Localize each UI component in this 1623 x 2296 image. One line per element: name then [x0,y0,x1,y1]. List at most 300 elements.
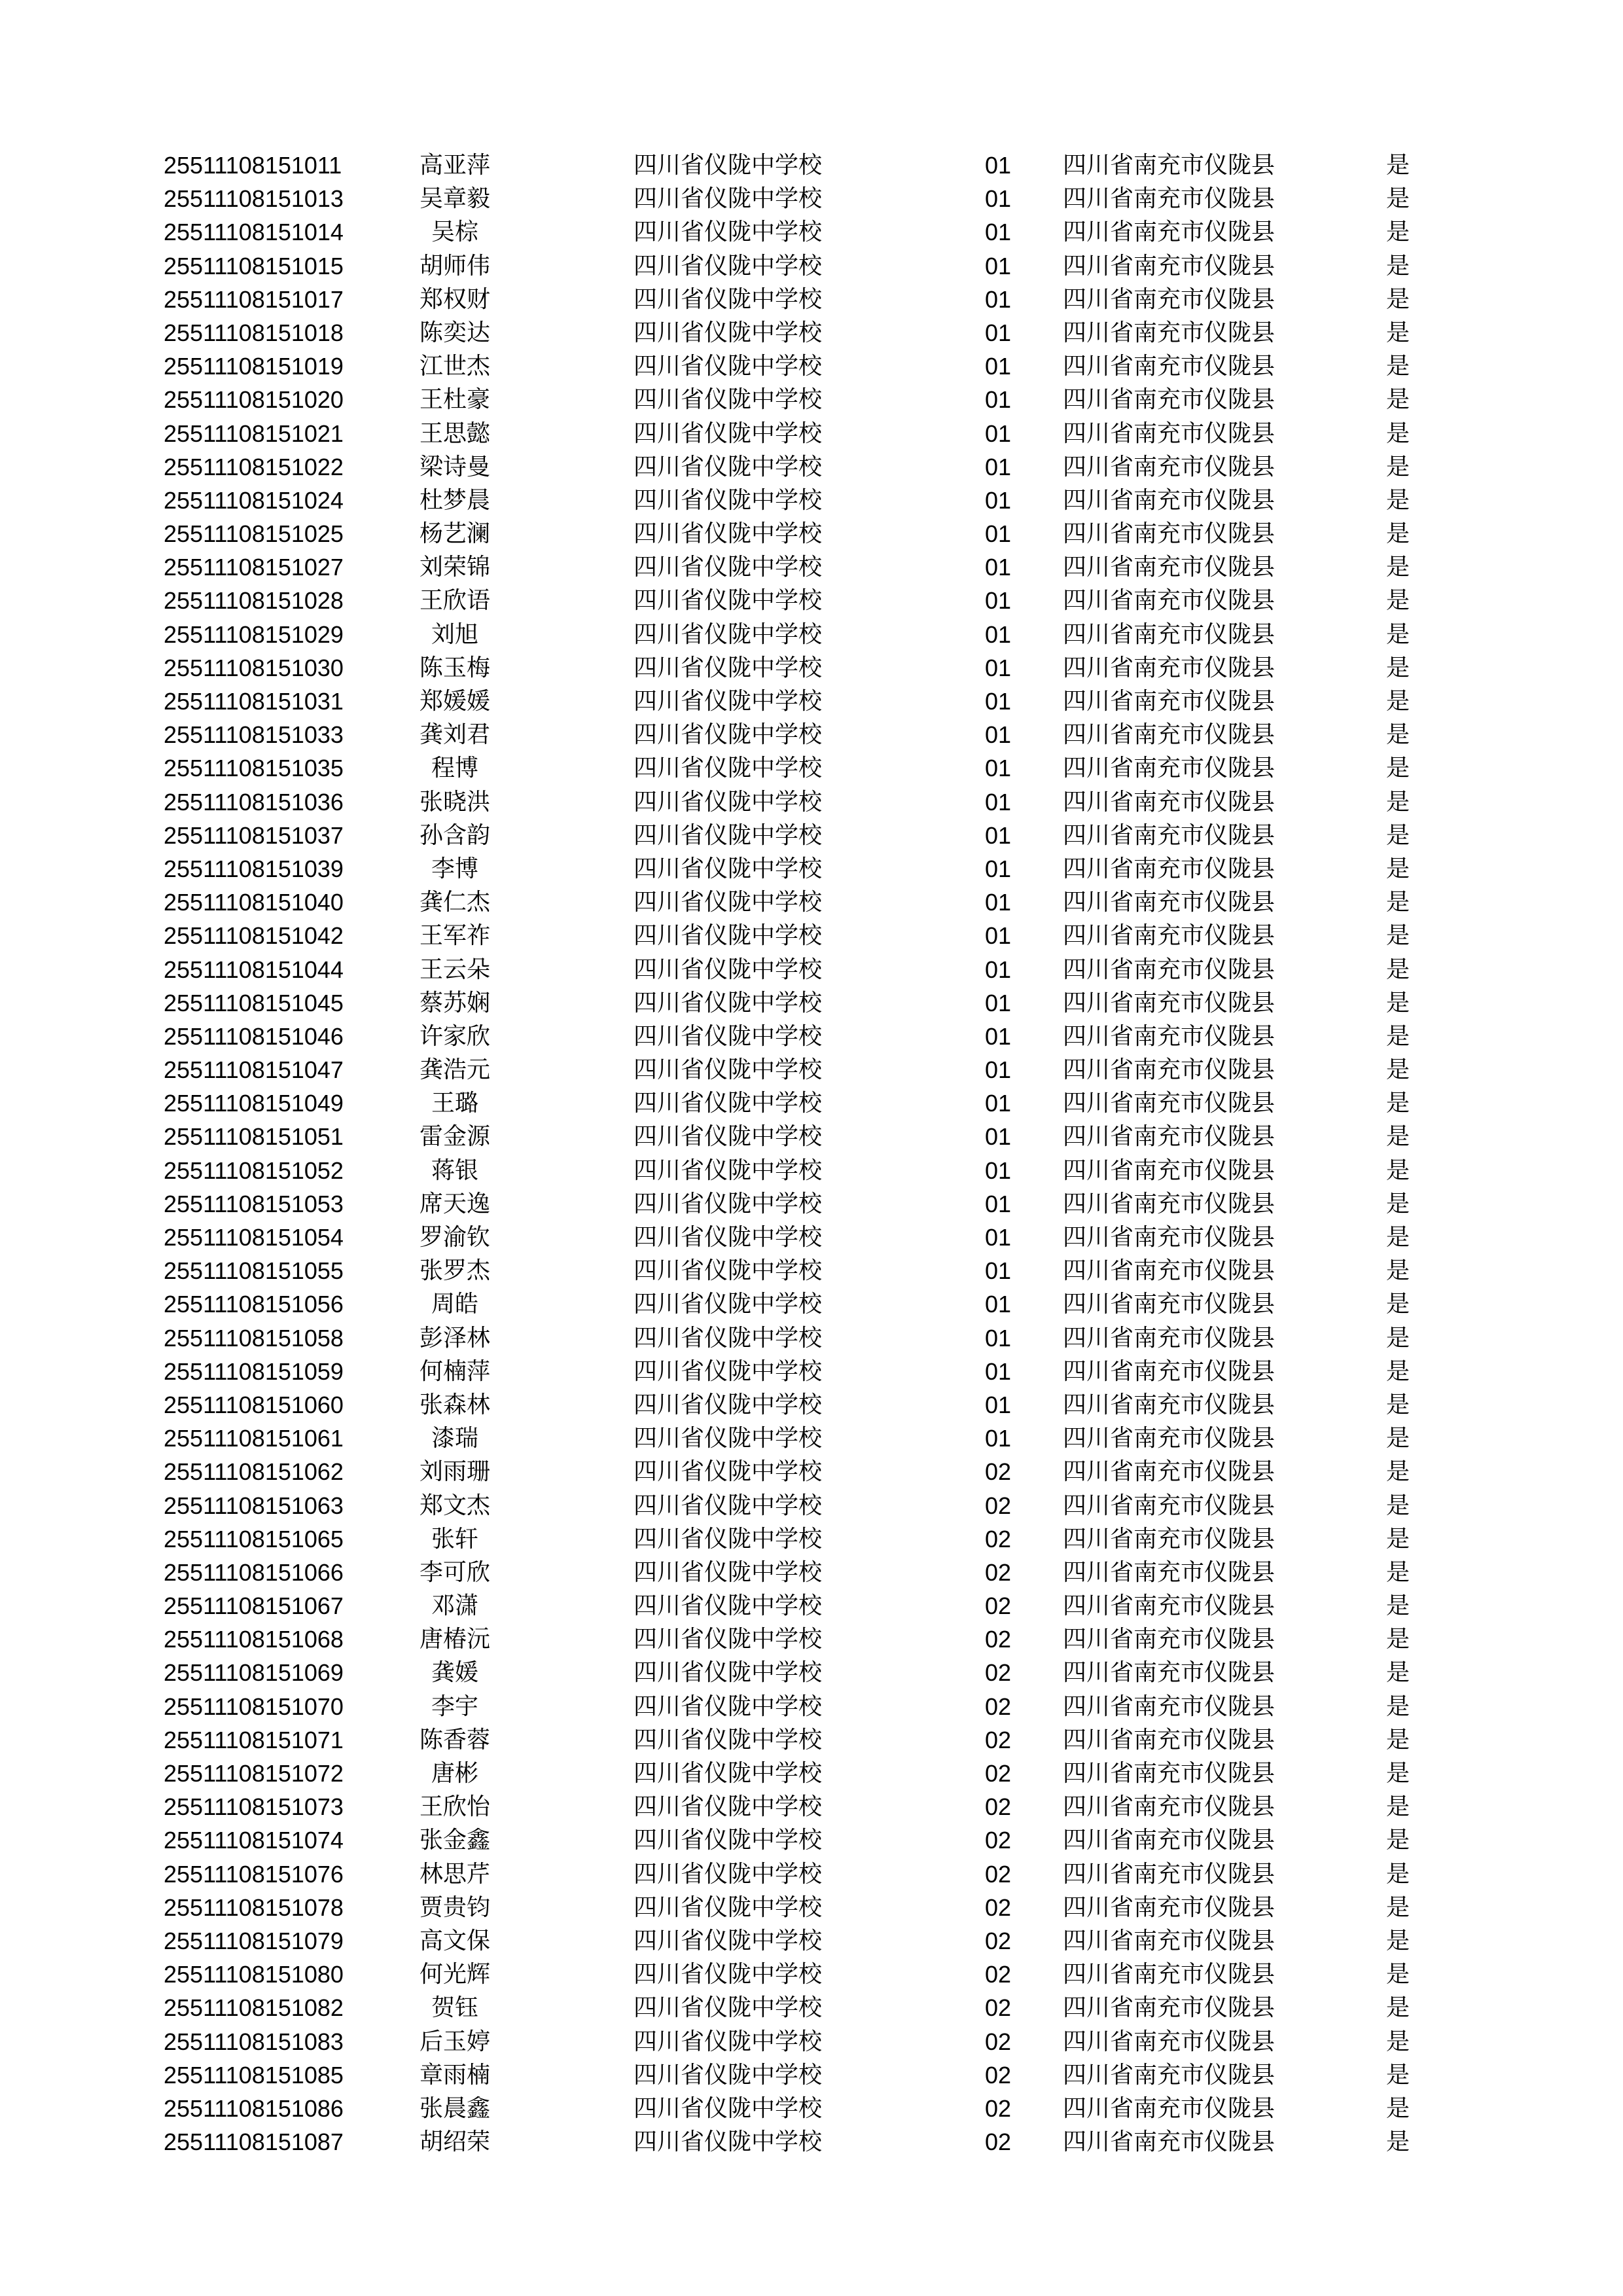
school-cell: 四川省仪陇中学校 [633,1090,823,1117]
school-cell: 四川省仪陇中学校 [633,1291,823,1318]
status-flag-cell: 是 [1386,1793,1410,1821]
student-name-cell: 龚浩元 [419,1056,490,1084]
status-flag-cell: 是 [1386,1391,1410,1418]
region-cell: 四川省南充市仪陇县 [1063,1827,1275,1854]
school-cell: 四川省仪陇中学校 [633,1994,823,2022]
exam-number-cell: 25511108151020 [164,386,344,414]
table-row [0,2092,1623,2125]
category-code-cell: 02 [985,1458,1012,1486]
table-row [0,450,1623,484]
exam-number-cell: 25511108151027 [164,554,344,581]
exam-number-cell: 25511108151083 [164,2028,344,2055]
exam-number-cell: 25511108151051 [164,1123,344,1151]
status-flag-cell: 是 [1386,1659,1410,1687]
status-flag-cell: 是 [1386,1357,1410,1385]
region-cell: 四川省南充市仪陇县 [1063,2061,1275,2089]
school-cell: 四川省仪陇中学校 [633,1760,823,1787]
school-cell: 四川省仪陇中学校 [633,1425,823,1452]
table-row [0,1053,1623,1086]
table-row [0,1823,1623,1857]
category-code-cell: 01 [985,620,1012,648]
category-code-cell: 01 [985,520,1012,548]
school-cell: 四川省仪陇中学校 [633,1357,823,1385]
region-cell: 四川省南充市仪陇县 [1063,922,1275,950]
school-cell: 四川省仪陇中学校 [633,1257,823,1285]
category-code-cell: 01 [985,1324,1012,1352]
status-flag-cell: 是 [1386,1525,1410,1552]
student-name-cell: 雷金源 [419,1123,490,1151]
category-code-cell: 02 [985,1592,1012,1620]
school-cell: 四川省仪陇中学校 [633,1927,823,1954]
table-row [0,1857,1623,1891]
category-code-cell: 02 [985,2128,1012,2156]
table-row [0,1221,1623,1254]
status-flag-cell: 是 [1386,252,1410,279]
student-name-cell: 林思芹 [419,1860,490,1888]
student-name-cell: 龚媛 [431,1659,478,1687]
table-row [0,149,1623,182]
exam-number-cell: 25511108151072 [164,1760,344,1787]
student-name-cell: 后玉婷 [419,2028,490,2055]
category-code-cell: 02 [985,1860,1012,1888]
table-row [0,484,1623,517]
table-row [0,1120,1623,1153]
region-cell: 四川省南充市仪陇县 [1063,1123,1275,1151]
student-name-cell: 程博 [431,755,478,782]
table-row [0,1355,1623,1388]
status-flag-cell: 是 [1386,788,1410,816]
region-cell: 四川省南充市仪陇县 [1063,1492,1275,1519]
school-cell: 四川省仪陇中学校 [633,989,823,1016]
table-row [0,953,1623,986]
exam-number-cell: 25511108151056 [164,1291,344,1318]
exam-number-cell: 25511108151069 [164,1659,344,1687]
exam-number-cell: 25511108151053 [164,1190,344,1217]
region-cell: 四川省南充市仪陇县 [1063,1860,1275,1888]
status-flag-cell: 是 [1386,989,1410,1016]
table-row [0,2125,1623,2159]
table-row [0,718,1623,751]
table-row [0,1489,1623,1522]
category-code-cell: 01 [985,1291,1012,1318]
student-name-cell: 彭泽林 [419,1324,490,1352]
school-cell: 四川省仪陇中学校 [633,2028,823,2055]
student-name-cell: 蒋银 [431,1157,478,1184]
category-code-cell: 01 [985,1257,1012,1285]
status-flag-cell: 是 [1386,654,1410,681]
region-cell: 四川省南充市仪陇县 [1063,821,1275,849]
student-name-cell: 张轩 [431,1525,478,1552]
student-name-cell: 张罗杰 [419,1257,490,1285]
student-name-cell: 邓潇 [431,1592,478,1620]
category-code-cell: 02 [985,1893,1012,1921]
table-row [0,1388,1623,1422]
status-flag-cell: 是 [1386,1860,1410,1888]
status-flag-cell: 是 [1386,1022,1410,1050]
school-cell: 四川省仪陇中学校 [633,620,823,648]
exam-number-cell: 25511108151063 [164,1492,344,1519]
table-row [0,584,1623,617]
region-cell: 四川省南充市仪陇县 [1063,1558,1275,1586]
status-flag-cell: 是 [1386,219,1410,246]
category-code-cell: 02 [985,1961,1012,1988]
table-row [0,1623,1623,1656]
exam-number-cell: 25511108151042 [164,922,344,950]
exam-number-cell: 25511108151062 [164,1458,344,1486]
student-name-cell: 高亚萍 [419,152,490,179]
student-name-cell: 王欣语 [419,587,490,615]
exam-number-cell: 25511108151035 [164,755,344,782]
student-name-cell: 张森林 [419,1391,490,1418]
category-code-cell: 01 [985,486,1012,514]
school-cell: 四川省仪陇中学校 [633,1224,823,1251]
status-flag-cell: 是 [1386,587,1410,615]
category-code-cell: 01 [985,1425,1012,1452]
category-code-cell: 01 [985,1157,1012,1184]
exam-number-cell: 25511108151076 [164,1860,344,1888]
category-code-cell: 01 [985,721,1012,749]
exam-number-cell: 25511108151036 [164,788,344,816]
region-cell: 四川省南充市仪陇县 [1063,1893,1275,1921]
student-name-cell: 王欣怡 [419,1793,490,1821]
table-row [0,2025,1623,2058]
table-row [0,550,1623,584]
student-name-cell: 唐椿沅 [419,1626,490,1653]
region-cell: 四川省南充市仪陇县 [1063,520,1275,548]
table-row [0,517,1623,550]
region-cell: 四川省南充市仪陇县 [1063,2028,1275,2055]
student-name-cell: 胡师伟 [419,252,490,279]
table-row [0,182,1623,215]
student-name-cell: 郑文杰 [419,1492,490,1519]
table-row [0,1287,1623,1321]
student-name-cell: 周皓 [431,1291,478,1318]
status-flag-cell: 是 [1386,1458,1410,1486]
region-cell: 四川省南充市仪陇县 [1063,486,1275,514]
category-code-cell: 02 [985,2028,1012,2055]
table-row [0,651,1623,685]
region-cell: 四川省南充市仪陇县 [1063,185,1275,213]
exam-number-cell: 25511108151074 [164,1827,344,1854]
category-code-cell: 01 [985,554,1012,581]
status-flag-cell: 是 [1386,688,1410,715]
student-name-cell: 孙含韵 [419,821,490,849]
status-flag-cell: 是 [1386,1190,1410,1217]
category-code-cell: 01 [985,453,1012,480]
region-cell: 四川省南充市仪陇县 [1063,1324,1275,1352]
school-cell: 四川省仪陇中学校 [633,1056,823,1084]
student-name-cell: 王璐 [431,1090,478,1117]
table-row [0,1924,1623,1958]
student-name-cell: 杜梦晨 [419,486,490,514]
region-cell: 四川省南充市仪陇县 [1063,956,1275,983]
region-cell: 四川省南充市仪陇县 [1063,554,1275,581]
region-cell: 四川省南充市仪陇县 [1063,1458,1275,1486]
region-cell: 四川省南充市仪陇县 [1063,1190,1275,1217]
status-flag-cell: 是 [1386,420,1410,447]
student-name-cell: 张金鑫 [419,1827,490,1854]
school-cell: 四川省仪陇中学校 [633,889,823,916]
exam-number-cell: 25511108151018 [164,319,344,346]
student-name-cell: 罗渝钦 [419,1224,490,1251]
region-cell: 四川省南充市仪陇县 [1063,1927,1275,1954]
region-cell: 四川省南充市仪陇县 [1063,319,1275,346]
status-flag-cell: 是 [1386,319,1410,346]
region-cell: 四川省南充市仪陇县 [1063,721,1275,749]
exam-number-cell: 25511108151087 [164,2128,344,2156]
status-flag-cell: 是 [1386,1090,1410,1117]
table-row [0,685,1623,718]
exam-number-cell: 25511108151013 [164,185,344,213]
school-cell: 四川省仪陇中学校 [633,1525,823,1552]
status-flag-cell: 是 [1386,922,1410,950]
school-cell: 四川省仪陇中学校 [633,185,823,213]
category-code-cell: 01 [985,1123,1012,1151]
school-cell: 四川省仪陇中学校 [633,252,823,279]
student-name-cell: 王军祚 [419,922,490,950]
student-name-cell: 陈玉梅 [419,654,490,681]
region-cell: 四川省南充市仪陇县 [1063,1592,1275,1620]
region-cell: 四川省南充市仪陇县 [1063,1022,1275,1050]
student-name-cell: 吴章毅 [419,185,490,213]
status-flag-cell: 是 [1386,1994,1410,2022]
school-cell: 四川省仪陇中学校 [633,2061,823,2089]
school-cell: 四川省仪陇中学校 [633,654,823,681]
student-name-cell: 张晓洪 [419,788,490,816]
student-name-cell: 高文保 [419,1927,490,1954]
category-code-cell: 02 [985,1793,1012,1821]
region-cell: 四川省南充市仪陇县 [1063,1659,1275,1687]
category-code-cell: 01 [985,1357,1012,1385]
category-code-cell: 01 [985,1224,1012,1251]
student-name-cell: 王云朵 [419,956,490,983]
exam-number-cell: 25511108151019 [164,353,344,380]
table-row [0,1187,1623,1221]
student-name-cell: 漆瑞 [431,1425,478,1452]
school-cell: 四川省仪陇中学校 [633,1827,823,1854]
exam-number-cell: 25511108151031 [164,688,344,715]
region-cell: 四川省南充市仪陇县 [1063,1090,1275,1117]
region-cell: 四川省南充市仪陇县 [1063,353,1275,380]
status-flag-cell: 是 [1386,721,1410,749]
school-cell: 四川省仪陇中学校 [633,1726,823,1753]
student-name-cell: 刘荣锦 [419,554,490,581]
category-code-cell: 01 [985,285,1012,313]
category-code-cell: 01 [985,1056,1012,1084]
table-row [0,1656,1623,1689]
category-code-cell: 02 [985,1492,1012,1519]
region-cell: 四川省南充市仪陇县 [1063,252,1275,279]
school-cell: 四川省仪陇中学校 [633,688,823,715]
status-flag-cell: 是 [1386,1893,1410,1921]
exam-number-cell: 25511108151073 [164,1793,344,1821]
category-code-cell: 01 [985,219,1012,246]
status-flag-cell: 是 [1386,1425,1410,1452]
student-name-cell: 张晨鑫 [419,2094,490,2122]
school-cell: 四川省仪陇中学校 [633,2128,823,2156]
table-row [0,886,1623,919]
category-code-cell: 01 [985,855,1012,882]
school-cell: 四川省仪陇中学校 [633,1558,823,1586]
status-flag-cell: 是 [1386,1760,1410,1787]
exam-number-cell: 25511108151039 [164,855,344,882]
region-cell: 四川省南充市仪陇县 [1063,1157,1275,1184]
student-name-cell: 何光辉 [419,1961,490,1988]
region-cell: 四川省南充市仪陇县 [1063,219,1275,246]
school-cell: 四川省仪陇中学校 [633,821,823,849]
region-cell: 四川省南充市仪陇县 [1063,1224,1275,1251]
category-code-cell: 01 [985,1190,1012,1217]
category-code-cell: 02 [985,1525,1012,1552]
category-code-cell: 02 [985,1994,1012,2022]
category-code-cell: 02 [985,2061,1012,2089]
student-name-cell: 李博 [431,855,478,882]
exam-number-cell: 25511108151029 [164,620,344,648]
category-code-cell: 01 [985,252,1012,279]
status-flag-cell: 是 [1386,855,1410,882]
school-cell: 四川省仪陇中学校 [633,319,823,346]
status-flag-cell: 是 [1386,1827,1410,1854]
exam-number-cell: 25511108151070 [164,1693,344,1720]
status-flag-cell: 是 [1386,1324,1410,1352]
category-code-cell: 01 [985,989,1012,1016]
exam-number-cell: 25511108151037 [164,821,344,849]
table-row [0,986,1623,1020]
school-cell: 四川省仪陇中学校 [633,721,823,749]
table-row [0,1556,1623,1589]
exam-number-cell: 25511108151058 [164,1324,344,1352]
region-cell: 四川省南充市仪陇县 [1063,1257,1275,1285]
exam-number-cell: 25511108151024 [164,486,344,514]
region-cell: 四川省南充市仪陇县 [1063,1525,1275,1552]
category-code-cell: 01 [985,353,1012,380]
exam-number-cell: 25511108151044 [164,956,344,983]
student-name-cell: 杨艺澜 [419,520,490,548]
exam-number-cell: 25511108151052 [164,1157,344,1184]
table-row [0,919,1623,952]
category-code-cell: 02 [985,1659,1012,1687]
student-name-cell: 贾贵钧 [419,1893,490,1921]
table-row [0,316,1623,350]
school-cell: 四川省仪陇中学校 [633,285,823,313]
school-cell: 四川省仪陇中学校 [633,554,823,581]
status-flag-cell: 是 [1386,185,1410,213]
school-cell: 四川省仪陇中学校 [633,1860,823,1888]
region-cell: 四川省南充市仪陇县 [1063,1425,1275,1452]
student-name-cell: 何楠萍 [419,1357,490,1385]
table-row [0,1422,1623,1455]
school-cell: 四川省仪陇中学校 [633,2094,823,2122]
student-name-cell: 陈奕达 [419,319,490,346]
status-flag-cell: 是 [1386,1726,1410,1753]
school-cell: 四川省仪陇中学校 [633,1961,823,1988]
exam-number-cell: 25511108151028 [164,587,344,615]
school-cell: 四川省仪陇中学校 [633,1190,823,1217]
status-flag-cell: 是 [1386,889,1410,916]
exam-number-cell: 25511108151065 [164,1525,344,1552]
status-flag-cell: 是 [1386,1558,1410,1586]
region-cell: 四川省南充市仪陇县 [1063,1357,1275,1385]
table-row [0,249,1623,283]
table-row [0,1254,1623,1287]
region-cell: 四川省南充市仪陇县 [1063,420,1275,447]
region-cell: 四川省南充市仪陇县 [1063,755,1275,782]
exam-number-cell: 25511108151033 [164,721,344,749]
exam-number-cell: 25511108151055 [164,1257,344,1285]
exam-number-cell: 25511108151067 [164,1592,344,1620]
student-name-cell: 刘旭 [431,620,478,648]
status-flag-cell: 是 [1386,620,1410,648]
category-code-cell: 01 [985,1022,1012,1050]
exam-number-cell: 25511108151066 [164,1558,344,1586]
status-flag-cell: 是 [1386,152,1410,179]
category-code-cell: 01 [985,1391,1012,1418]
status-flag-cell: 是 [1386,1291,1410,1318]
category-code-cell: 02 [985,1827,1012,1854]
category-code-cell: 01 [985,319,1012,346]
student-name-cell: 王思懿 [419,420,490,447]
status-flag-cell: 是 [1386,1157,1410,1184]
status-flag-cell: 是 [1386,2061,1410,2089]
table-row [0,751,1623,785]
exam-number-cell: 25511108151025 [164,520,344,548]
status-flag-cell: 是 [1386,520,1410,548]
exam-number-cell: 25511108151014 [164,219,344,246]
status-flag-cell: 是 [1386,353,1410,380]
category-code-cell: 01 [985,587,1012,615]
student-name-cell: 陈香蓉 [419,1726,490,1753]
category-code-cell: 01 [985,788,1012,816]
table-row [0,819,1623,852]
status-flag-cell: 是 [1386,2128,1410,2156]
region-cell: 四川省南充市仪陇县 [1063,1291,1275,1318]
student-name-cell: 龚刘君 [419,721,490,749]
table-row [0,383,1623,416]
table-row [0,1154,1623,1187]
region-cell: 四川省南充市仪陇县 [1063,889,1275,916]
school-cell: 四川省仪陇中学校 [633,855,823,882]
status-flag-cell: 是 [1386,1927,1410,1954]
status-flag-cell: 是 [1386,821,1410,849]
school-cell: 四川省仪陇中学校 [633,1458,823,1486]
category-code-cell: 01 [985,420,1012,447]
exam-number-cell: 25511108151021 [164,420,344,447]
region-cell: 四川省南充市仪陇县 [1063,2094,1275,2122]
student-name-cell: 章雨楠 [419,2061,490,2089]
region-cell: 四川省南充市仪陇县 [1063,788,1275,816]
exam-number-cell: 25511108151054 [164,1224,344,1251]
exam-number-cell: 25511108151047 [164,1056,344,1084]
exam-number-cell: 25511108151079 [164,1927,344,1954]
table-row [0,215,1623,249]
table-row [0,350,1623,383]
status-flag-cell: 是 [1386,1693,1410,1720]
status-flag-cell: 是 [1386,1056,1410,1084]
exam-number-cell: 25511108151017 [164,285,344,313]
exam-number-cell: 25511108151086 [164,2094,344,2122]
school-cell: 四川省仪陇中学校 [633,219,823,246]
category-code-cell: 02 [985,1726,1012,1753]
school-cell: 四川省仪陇中学校 [633,587,823,615]
status-flag-cell: 是 [1386,956,1410,983]
student-name-cell: 王杜豪 [419,386,490,414]
table-row [0,283,1623,316]
category-code-cell: 01 [985,688,1012,715]
table-row [0,1589,1623,1623]
exam-number-cell: 25511108151068 [164,1626,344,1653]
student-name-cell: 刘雨珊 [419,1458,490,1486]
table-row [0,1690,1623,1723]
